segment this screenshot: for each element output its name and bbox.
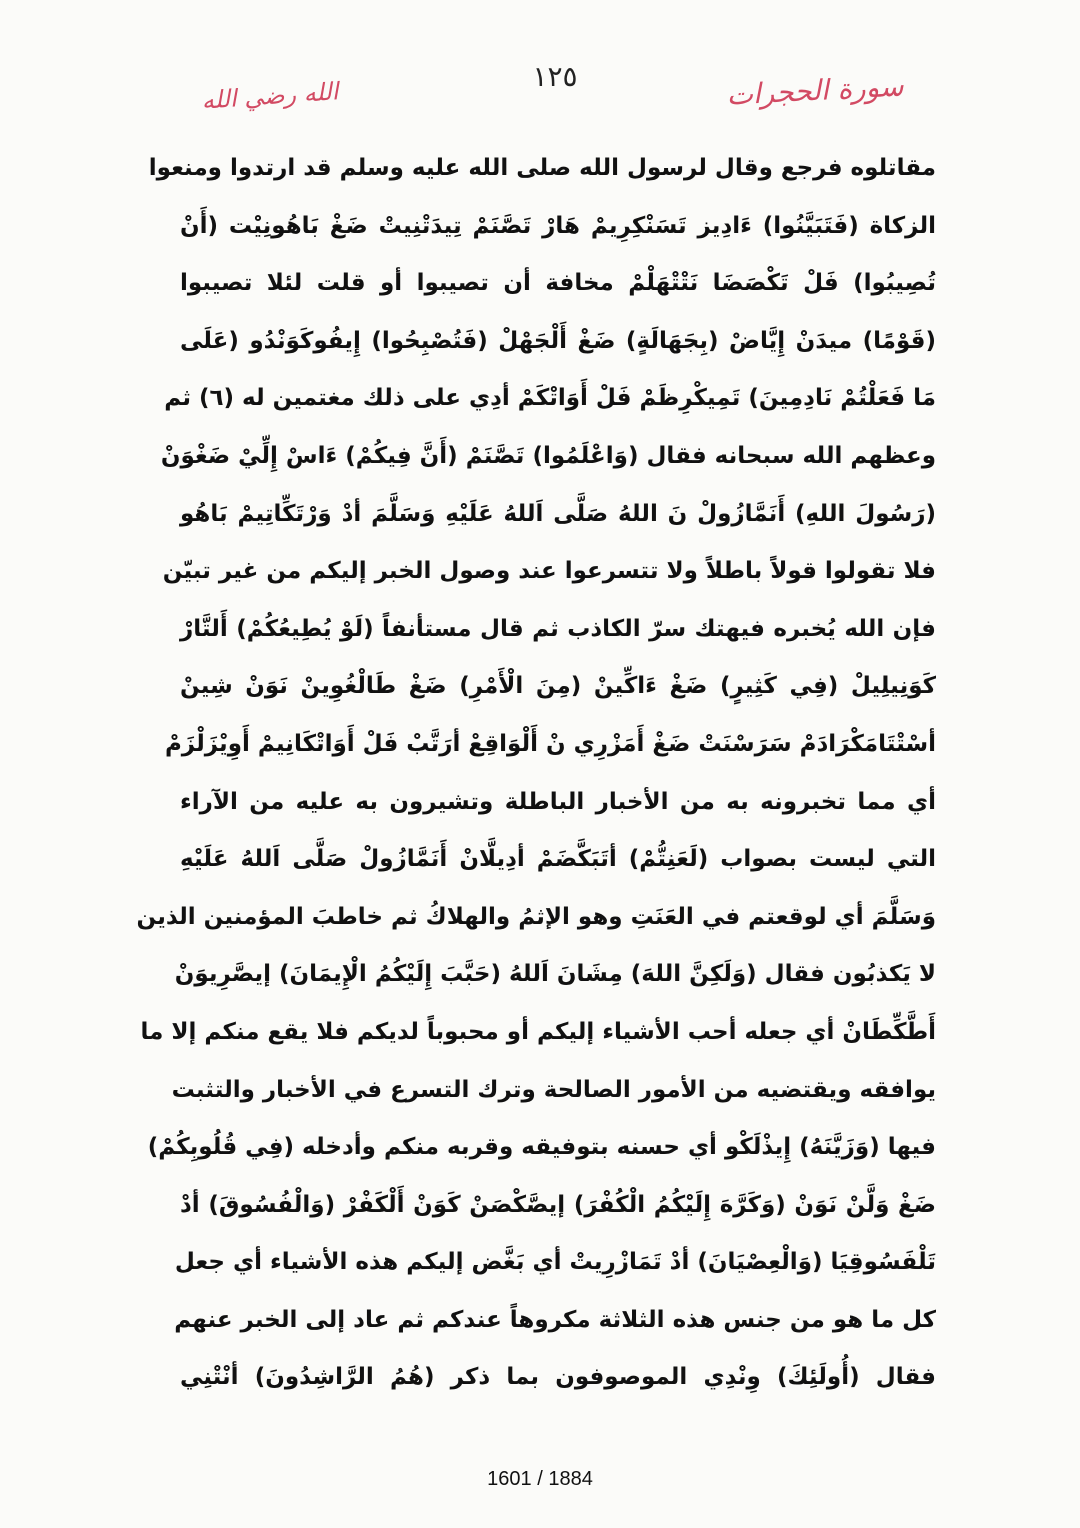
text-line: فلا تقولوا قولاً باطلاً ولا تتسرعوا عند وصول الخبر إليكم من غير تبيّن xyxy=(162,558,936,585)
text-line: وَسَلَّمَ أي لوقعتم في العَنَتِ وهو الإثمُ والهلاكُ ثم خاطبَ المؤمنين الذين xyxy=(136,903,936,930)
text-line: أَطَّكِّطَانْ أي جعله أحب الأشياء إليكم أو محبوباً لديكم فلا يقع منكم إلا ما xyxy=(140,1018,936,1045)
page-number: ١٢٥ xyxy=(532,60,578,93)
text-line: مقاتلوه فرجع وقال لرسول الله صلى الله عليه وسلم قد ارتدوا ومنعوا xyxy=(148,155,936,181)
handwritten-note-right: سورة الحجرات xyxy=(725,69,905,112)
text-line: فيها (وَزَيَّنَهُ) إِيذْلَكْو أي حسنه بتوفيقه وقربه منكم وأدخله (فِي قُلُوبِكُمْ) xyxy=(147,1134,936,1161)
text-line: تَلْفَسُوقِيَا (وَالْعِصْيَانَ) أدْ تَمَازْرِيتْ أي بَغَّض إليكم هذه الأشياء أي جعل xyxy=(174,1249,936,1276)
text-line: (رَسُولَ اللهِ) أَنَمَّازُولْ نَ اللهُ صَلَّى اَللهُ عَلَيْهِ وَسَلَّمَ أدْ وَرْتَكِّاتِيمْ بَاهُو xyxy=(180,500,936,527)
text-line: كَوَنِيلِيلْ (فِي كَثِيرٍ) ضَغْ ءَاكِّينْ (مِنَ الْأَمْرِ) ضَغْ طَالْغُوِينْ نَوَنْ شِينْ xyxy=(180,673,936,700)
text-line: (قَوْمًا) ميدَنْ إِيَّاضْ (بِجَهَالَةٍ) ضَغْ أَلْجَهْلْ (فَتُصْبِحُوا) إِيفُوكَوَنْدُو (عَلَى xyxy=(180,327,936,354)
text-line: التي ليست بصواب (لَعَنِتُّمْ) أتَبَكَّضَمْ أدِيلَّانْ أَنَمَّازُولْ صَلَّى اَللهُ عَلَيْهِ xyxy=(180,846,936,873)
text-line: أسْتْتَامَكْرَادَمْ سَرَسْنَتْ ضَغْ أَمَزْرِي نْ أَلْوَاقِعْ أرَتَّبْ فَلْ أَوَاتْكَانِيمْ أَوِيْزَلْزَمْ xyxy=(164,730,936,757)
text-line: أي مما تخبرونه به من الأخبار الباطلة وتشيرون به عليه من الآراء xyxy=(180,788,936,815)
text-line: كل ما هو من جنس هذه الثلاثة مكروهاً عندكم ثم عاد إلى الخبر عنهم xyxy=(174,1306,936,1333)
body-text xyxy=(136,140,936,1407)
text-line: فقال (أُولَئِكَ) وِنْدِي الموصوفون بما ذكر (هُمُ الرَّاشِدُونَ) أنْتْنِي xyxy=(180,1364,936,1391)
text-line: الزكاة (فَتَبَيَّنُوا) ءَادِيز تَسَنْكِرِيمْ هَارْ تَصَّنَمْ تِيدَتْنِيتْ ضَغْ بَاهُونِيْت (أَنْ xyxy=(180,212,936,239)
text-line: تُصِيبُوا) فَلْ تَكْصَضَا نَتْتْهَلْمْ مخافة أن تصيبوا أو قلت لئلا تصيبوا xyxy=(180,270,936,297)
pagination-indicator: 1601 / 1884 xyxy=(487,1468,593,1490)
text-line: مَا فَعَلْتُمْ نَادِمِينَ) تَمِيكْرِظَمْ فَلْ أَوَاتْكَمْ أدِي على ذلك مغتمين له (٦) ثم xyxy=(164,385,936,412)
text-line: لا يَكذبُون فقال (وَلَكِنَّ اللهَ) مِشَانَ اَللهُ (حَبَّبَ إِلَيْكُمُ الْإِيمَانَ) إيصَّرِيوَنْ xyxy=(174,961,936,988)
text-line: يوافقه ويقتضيه من الأمور الصالحة وترك التسرع في الأخبار والتثبت xyxy=(171,1076,936,1103)
text-line: فإن الله يُخبره فيهتك سرّ الكاذب ثم قال مستأنفاً (لَوْ يُطِيعُكُمْ) أَلتَّارْ xyxy=(180,615,936,642)
text-line: ضَغْ وَلَّنْ نَوَنْ (وَكَرَّهَ إِلَيْكُمُ الْكُفْرَ) إيصَّكْصَنْ كَوَنْ أَلْكَفْرْ (وَالْفُسُوقَ) أدْ xyxy=(180,1191,936,1218)
page-header xyxy=(0,52,1080,132)
text-line: وعظهم الله سبحانه فقال (وَاعْلَمُوا) تَصَّنَمْ (أَنَّ فِيكُمْ) ءَاسْ إِلِّيْ ضَغْوَنْ xyxy=(160,442,936,469)
handwritten-note-left: الله رضي الله xyxy=(200,77,340,115)
